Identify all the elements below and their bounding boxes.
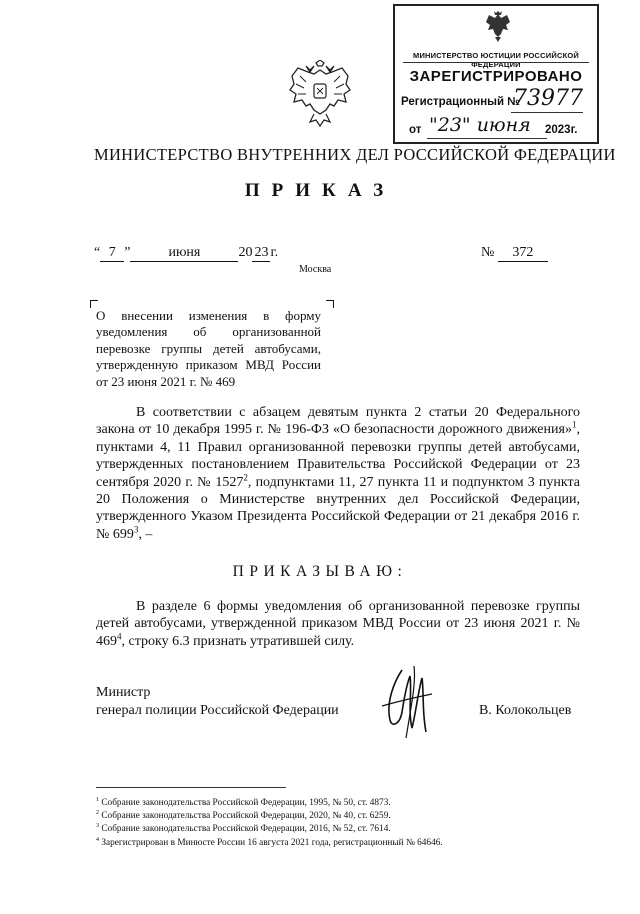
stamp-regno-label: Регистрационный № (401, 96, 521, 108)
footnote-mark: 2 (96, 810, 100, 817)
footnote-mark: 1 (96, 796, 100, 803)
preamble-text-4: , – (138, 526, 153, 542)
footnote-item (96, 823, 443, 836)
signer-position-line2: генерал полиции Российской Федерации (96, 703, 339, 718)
footnote-mark: 3 (96, 823, 100, 830)
order-number (481, 245, 548, 262)
date-open-quote: “ (94, 245, 101, 260)
body-paragraph (96, 598, 580, 650)
preamble-paragraph (96, 404, 580, 543)
footnote-text: Собрание законодательства Российской Федерации, 1995, № 50, ст. 4873. (101, 798, 391, 808)
footnote-mark: 4 (96, 836, 100, 843)
preamble-text-2: , пунктами 4, 11 Правил организованной перевозки группы детей автобусами, утвержденных постановлением Правительства Российской Федерации от 23 сентября 2020 г. № 1527 (96, 422, 580, 490)
subject-corner-left (90, 300, 98, 308)
stamp-regno-value: 73977 (513, 86, 583, 111)
city: Москва (299, 264, 332, 275)
footnote-ref-2: 2 (243, 471, 248, 482)
date-year-suffix: 23 (254, 245, 269, 260)
handwritten-signature-icon (372, 662, 438, 742)
stamp-date-prefix: от (409, 124, 422, 136)
footnote-item (96, 797, 443, 810)
footnotes (96, 797, 443, 850)
registration-stamp (393, 4, 599, 144)
ministry-title: МИНИСТЕРСТВО ВНУТРЕННИХ ДЕЛ РОССИЙСКОЙ ФЕДЕРАЦИИ (94, 145, 616, 164)
order-number-label: № (481, 245, 495, 260)
preamble-text-1: В соответствии с абзацем девятым пункта 2 статьи 20 Федерального закона от 10 декабря 1995 г. № 196-ФЗ «О безопасности дорожного движения» (96, 405, 580, 438)
body-text-1: В разделе 6 формы уведомления об организованной перевозке группы детей автобусами, утвержденной приказом МВД России от 23 июня 2021 г. № 469 (96, 599, 580, 649)
date-year-unit: г. (270, 245, 279, 260)
stamp-rule (403, 62, 589, 63)
stamp-date-line (427, 138, 547, 139)
stamp-date-year: 2023г. (545, 124, 578, 136)
signer-name: В. Колокольцев (479, 703, 572, 718)
footnote-item (96, 810, 443, 823)
footnote-text: Собрание законодательства Российской Федерации, 2016, № 52, ст. 7614. (101, 824, 391, 835)
footnote-ref-3: 3 (133, 524, 139, 535)
subject-corner-right (326, 300, 334, 308)
body-text-2: , строку 6.3 признать утратившей силу. (121, 633, 355, 649)
order-date (94, 245, 278, 262)
footnote-ref-4: 4 (117, 631, 122, 642)
footnote-item (96, 837, 443, 850)
date-year-prefix: 20 (238, 245, 253, 260)
footnote-separator (96, 787, 286, 788)
preamble-text-3: , подпунктами 11, 27 пункта 11 и подпунктом 3 пункта 20 Положения о Министерстве внутренних дел Российской Федерации, утвержденного Указом Президента Российской Федерации от 21 декабря 2016 г. № 699 (96, 474, 581, 542)
order-word: ПРИКАЗЫВАЮ: (232, 563, 408, 580)
document-type-title: ПРИКАЗ (244, 180, 396, 201)
coat-of-arms-eagle-icon (288, 60, 352, 128)
date-day: 7 (100, 245, 124, 262)
footnote-text: Собрание законодательства Российской Федерации, 2020, № 40, ст. 6259. (101, 811, 391, 822)
stamp-date-value: "23" июня (429, 114, 531, 136)
date-close-quote: ” (124, 245, 131, 260)
footnote-ref-1: 1 (571, 419, 577, 430)
date-month: июня (130, 245, 238, 262)
order-number-value: 372 (498, 245, 548, 262)
stamp-regno-line (511, 112, 583, 113)
order-subject: О внесении изменения в форму уведомления об организованной перевозке группы детей автобусами, утвержденную приказом МВД России от 23 июня 2021 г. № 469 (96, 308, 321, 389)
stamp-ministry: МИНИСТЕРСТВО ЮСТИЦИИ РОССИЙСКОЙ ФЕДЕРАЦИИ (413, 51, 579, 69)
footnote-text: Зарегистрирован в Минюсте России 16 августа 2021 года, регистрационный № 64646. (101, 837, 443, 848)
stamp-registered: ЗАРЕГИСТРИРОВАНО (409, 68, 583, 85)
stamp-eagle-emblem-icon (483, 10, 513, 44)
signer-position-line1: Министр (96, 685, 151, 700)
